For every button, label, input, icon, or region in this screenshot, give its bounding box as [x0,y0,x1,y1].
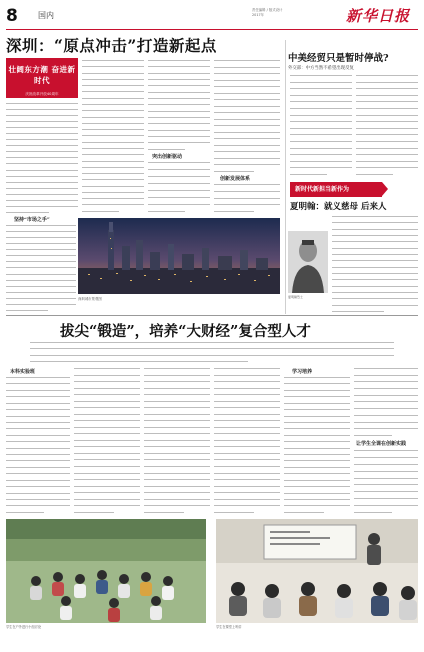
right-top-subhead: 外交部：中方当然不希望出现反复 [288,66,354,71]
series-tag-badge: 新时代新担当新作为 [290,182,382,197]
second-subhead: 学习培养 [292,369,313,375]
second-lede-text [30,342,394,362]
city-skyline-illustration [78,218,280,294]
masthead-meta-line: 2017年 [252,13,265,17]
second-column-2-text [74,368,140,513]
series-banner-title: 壮阔东方潮 奋进新时代 [8,65,76,85]
series-banner-subtitle: 庆祝改革开放40周年 [25,92,59,96]
students-outdoor-illustration [6,519,206,623]
classroom-photo [216,519,418,623]
second-column-4-text [214,368,280,513]
newspaper-logo: 新华日报 [346,7,411,25]
masthead-meta-line: 责任编辑 / 版式设计 [252,8,283,12]
lead-headline: 深圳：“原点冲击”打造新起点 [6,36,217,55]
classroom-illustration [216,519,418,623]
profile-headline: 夏明翰：就义慈母 后来人 [290,202,387,212]
right-top-column-1-text [290,75,352,175]
lead-column-3-text [148,60,210,150]
students-outdoor-photo [6,519,206,623]
lead-column-4-text [214,60,280,172]
lead-subhead: 突出创新驱动 [152,154,183,160]
portrait-caption: 夏明翰烈士 [288,295,304,299]
portrait-illustration [288,231,328,293]
second-headline: 拔尖“锻造”，培养“大财经”复合型人才 [60,323,311,340]
second-subhead: 让学生全课在创新实践 [356,441,407,447]
students-outdoor-caption: 学生在户外进行小组讨论 [6,625,42,629]
masthead-meta [252,8,342,18]
page-number: 8 [6,6,18,26]
lead-subhead: 坚持“市场之手” [14,217,50,223]
right-top-headline: 中美经贸只是暂时停战? [288,53,389,64]
city-skyline-photo [78,218,280,294]
right-top-column-2-text [356,75,418,175]
section-divider [6,315,418,316]
second-column-6-text-lower [354,450,418,513]
page-number-badge [6,6,38,26]
second-subhead: 本科实验班 [10,369,36,375]
series-banner [6,58,78,98]
masthead [0,0,424,30]
lead-subhead: 创新发展体系 [220,176,251,182]
second-column-6-text [354,368,418,436]
portrait-photo [288,231,328,293]
city-photo-caption: 深圳城市景观图 [78,297,102,301]
second-column-3-text [144,368,210,513]
column-divider [285,40,286,314]
section-label: 国内 [38,11,54,20]
lead-column-2-text [82,60,144,212]
lead-column-1-text [6,103,78,213]
lead-column-4-text-lower [214,184,280,212]
second-column-5-text [284,377,350,513]
lead-column-1-text-lower [6,225,76,311]
lead-column-3-text-lower [148,162,210,212]
masthead-rule [6,29,418,30]
second-column-1-text [6,377,70,513]
profile-text [332,216,418,312]
classroom-caption: 学生在课堂上听讲 [216,625,242,629]
